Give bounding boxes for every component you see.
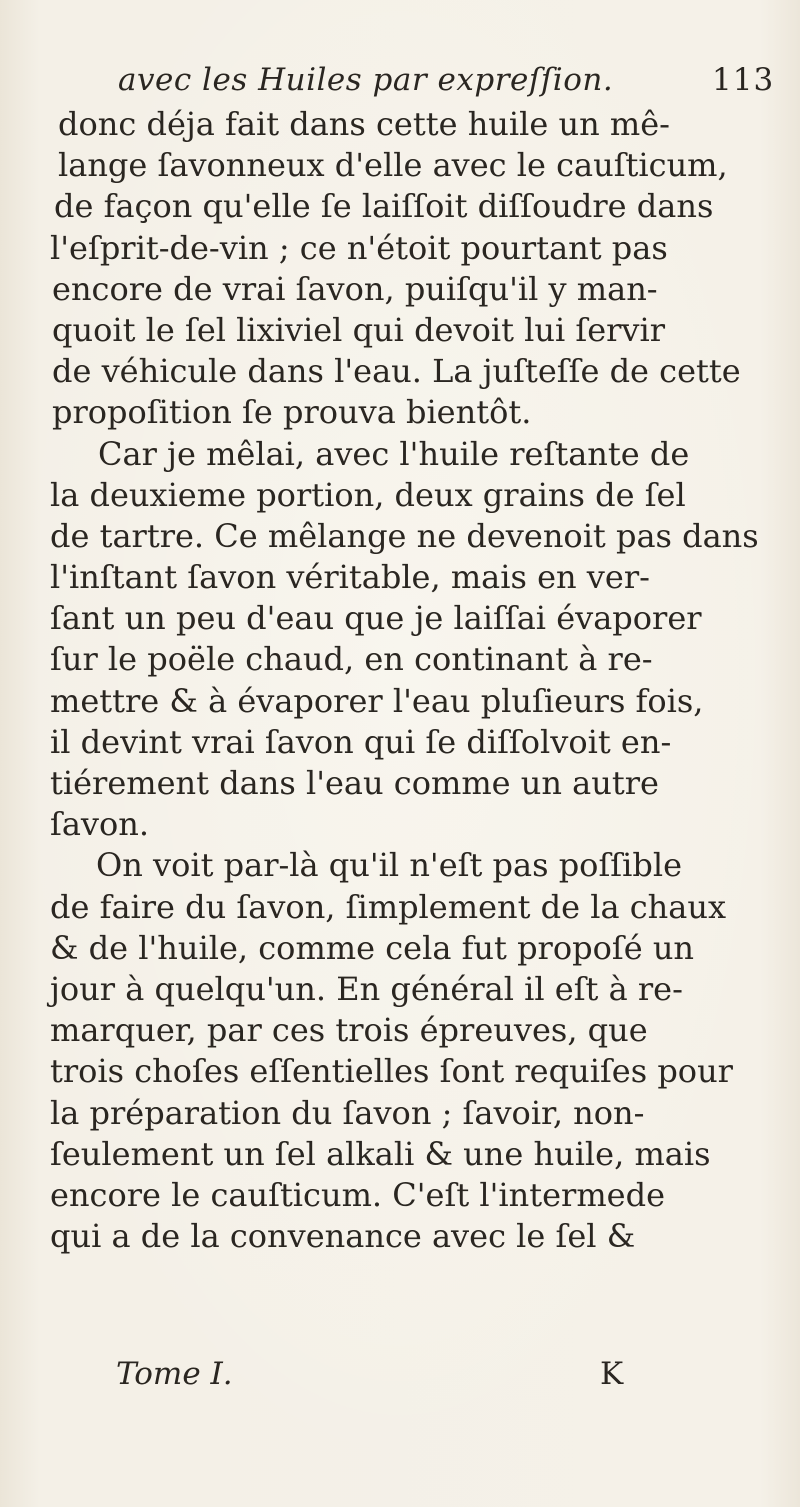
text-line: On voit par-là qu'il n'eſt pas poſſible (96, 846, 683, 885)
body-text (50, 104, 760, 1257)
text-line: marquer, par ces trois épreuves, que (50, 1011, 648, 1050)
text-line: tiérement dans l'eau comme un autre (50, 764, 659, 802)
text-line: de façon qu'elle ſe laiſſoit diſſoudre dans (54, 187, 714, 226)
text-line: la préparation du ſavon ; ſavoir, non- (50, 1093, 645, 1132)
text-line: de faire du ſavon, ſimplement de la chaux (50, 887, 726, 926)
text-line: donc déja fait dans cette huile un mê- (58, 105, 670, 143)
text-line: l'eſprit-de-vin ; ce n'étoit pourtant pas (50, 228, 668, 267)
text-line: de tartre. Ce mêlange ne devenoit pas dans (50, 516, 759, 555)
gathering-signature: K (600, 1356, 624, 1392)
running-head (0, 62, 800, 102)
page-number: 113 (712, 62, 775, 98)
volume-signature: Tome I. (116, 1356, 233, 1392)
text-line: & de l'huile, comme cela fut propoſé un (50, 928, 695, 967)
text-line: encore le cauſticum. C'eſt l'intermede (50, 1175, 666, 1214)
page-footer (0, 1356, 800, 1400)
text-line: qui a de la convenance avec le ſel & (50, 1217, 636, 1256)
text-line: l'inſtant ſavon véritable, mais en ver- (50, 558, 650, 597)
text-line: jour à quelqu'un. En général il eſt à re- (50, 969, 683, 1008)
text-line: trois choſes eſſentielles ſont requiſes pour (50, 1052, 733, 1091)
text-line: ſavon. (50, 805, 150, 844)
text-line: propoſition ſe prouva bientôt. (52, 393, 532, 432)
text-line: ſant un peu d'eau que je laiſſai évaporer (50, 599, 702, 638)
text-line: il devint vrai ſavon qui ſe diſſolvoit en- (50, 722, 672, 761)
text-line: ſeulement un ſel alkali & une huile, mais (50, 1134, 711, 1173)
text-line: la deuxieme portion, deux grains de ſel (50, 475, 686, 514)
running-title: avec les Huiles par expreſſion. (118, 62, 614, 98)
text-line: encore de vrai ſavon, puiſqu'il y man- (52, 269, 658, 308)
text-line: de véhicule dans l'eau. La juſteſſe de cette (52, 352, 741, 391)
text-line: mettre & à évaporer l'eau pluſieurs fois, (50, 681, 704, 720)
text-line: Car je mêlai, avec l'huile reſtante de (98, 434, 690, 473)
text-line: lange ſavonneux d'elle avec le cauſticum, (58, 146, 728, 185)
text-line: quoit le ſel lixiviel qui devoit lui ſervir (52, 310, 666, 349)
text-line: ſur le poële chaud, en continant à re- (50, 640, 653, 679)
